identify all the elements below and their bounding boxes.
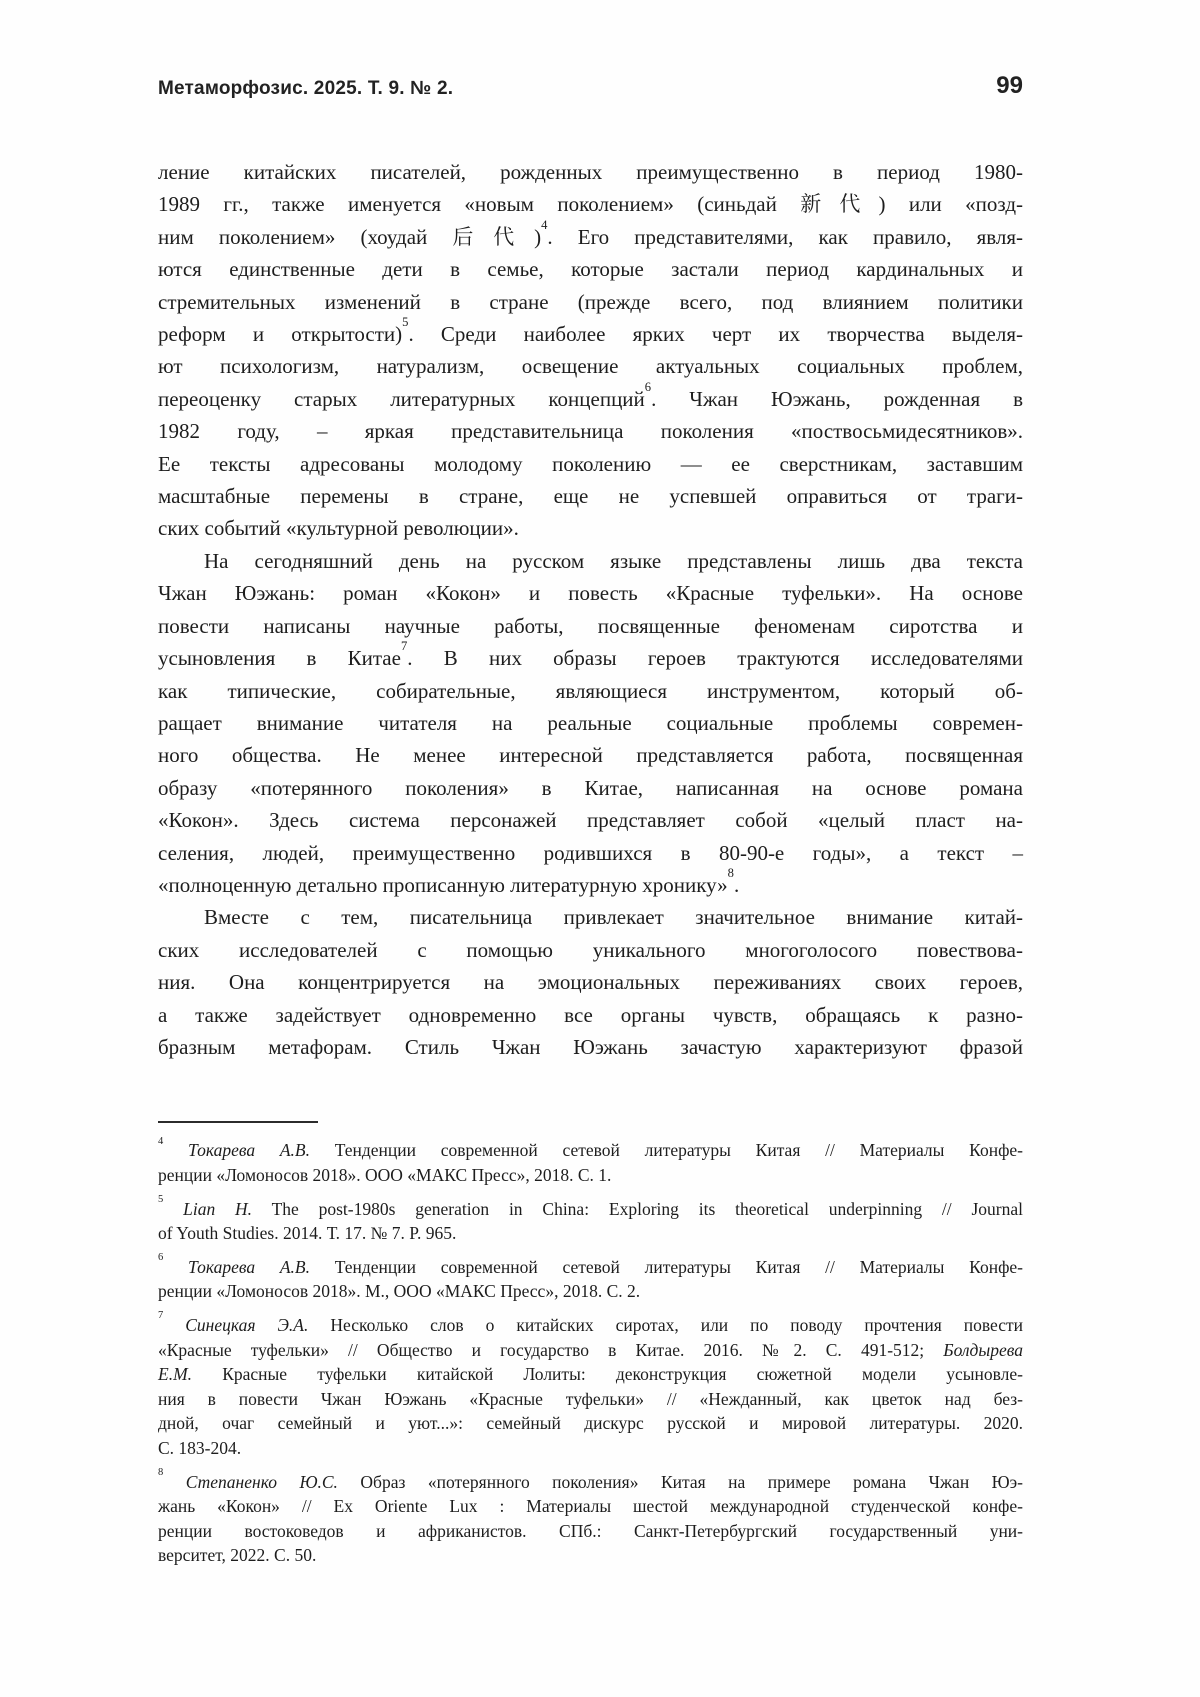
text-line: Чжан Юэжань: роман «Кокон» и повесть «Красные туфельки». На основе (158, 581, 1023, 606)
paragraph (158, 901, 1023, 1063)
footnote-line: ренции востоковедов и африканистов. СПб.: Санкт-Петербургский государственный уни- (158, 1520, 1023, 1541)
text-line: а также задействует одновременно все органы чувств, обращаясь к разно- (158, 1002, 1023, 1027)
text-line: Ее тексты адресованы молодому поколению — ее сверстникам, заставшим (158, 451, 1023, 476)
text-line: переоценку старых литературных концепций$^6$. Чжан Юэжань, рожденная в (158, 379, 1023, 411)
text-line: усыновления в Китае$^7$. В них образы героев трактуются исследователями (158, 639, 1023, 671)
page-number: 99 (996, 72, 1023, 99)
text-line: масштабные перемены в стране, еще не успевшей оправиться от траги- (158, 484, 1023, 509)
footnote-divider (158, 1121, 318, 1123)
text-line: образу «потерянного поколения» в Китае, написанная на основе романа (158, 775, 1023, 800)
paragraph (158, 156, 1023, 545)
text-line: 1989 гг., также именуется «новым поколением» (синьдай 新代) или «позд- (158, 192, 1023, 217)
text-line: стремительных изменений в стране (прежде всего, под влиянием политики (158, 289, 1023, 314)
text-line: ют психологизм, натурализм, освещение актуальных социальных проблем, (158, 354, 1023, 379)
paragraph (158, 545, 1023, 901)
text-line: как типические, собирательные, являющиеся инструментом, который об- (158, 678, 1023, 703)
text-line: ских исследователей с помощью уникального многоголосого повествова- (158, 937, 1023, 962)
text-line: ются единственные дети в семье, которые застали период кардинальных и (158, 257, 1023, 282)
text-line: реформ и открытости)$^5$. Среди наиболее ярких черт их творчества выделя- (158, 315, 1024, 347)
footnote (158, 1252, 1024, 1304)
journal-title: Метаморфозис. 2025. Т. 9. № 2. (158, 78, 454, 99)
text-line: «Кокон». Здесь система персонажей представляет собой «целый пласт на- (158, 808, 1023, 833)
text-line: ление китайских писателей, рожденных преимущественно в период 1980- (158, 160, 1023, 184)
footnote-line: of Youth Studies. 2014. Т. 17. № 7. P. 965. (158, 1223, 457, 1244)
page-header (158, 72, 1023, 100)
text-line: «полноценную детально прописанную литературную хронику»$^8$. (158, 866, 740, 897)
footnotes (158, 1135, 1024, 1568)
footnote-line: ренции «Ломоносов 2018». ООО «МАКС Пресс», 2018. С. 1. (158, 1164, 612, 1185)
text-line: селения, людей, преимущественно родившихся в 80-90-е годы», а текст – (158, 840, 1023, 865)
text-line: бразным метафорам. Стиль Чжан Юэжань зачастую характеризуют фразой (158, 1034, 1023, 1059)
text-line: повести написаны научные работы, посвященные феноменам сиротства и (158, 613, 1023, 638)
footnote-line: жань «Кокон» // Ex Oriente Lux : Материалы шестой международной студенческой конфе- (158, 1496, 1023, 1517)
footnote-line: дной, очаг семейный и уют...»: семейный дискурс русской и мировой литературы. 2020. (158, 1413, 1023, 1434)
footnote-line: $^5$ Lian H. The post-1980s generation in China: Exploring its theoretical underpinning // Journal (158, 1193, 1024, 1219)
text-line: На сегодняшний день на русском языке представлены лишь два текста (204, 548, 1023, 573)
text-line: ним поколением» (хоудай 后代)$^4$. Его представителями, как правило, явля- (158, 217, 1024, 249)
footnote-line: $^7$ Синецкая Э.А. Несколько слов о китайских сиротах, или по поводу прочтения повести (158, 1310, 1024, 1335)
footnote (158, 1135, 1024, 1187)
text-line: Вместе с тем, писательница привлекает значительное внимание китай- (204, 905, 1023, 930)
footnote-line: С. 183-204. (158, 1437, 242, 1458)
footnote-line: $^4$ Токарева А.В. Тенденции современной сетевой литературы Китая // Материалы Конфе- (158, 1135, 1024, 1161)
footnote-line: «Красные туфельки» // Общество и государство в Китае. 2016. №2. С. 491-512; Болдырева (158, 1339, 1023, 1360)
footnote-line: $^6$ Токарева А.В. Тенденции современной сетевой литературы Китая // Материалы Конфе- (158, 1252, 1024, 1277)
footnote (158, 1310, 1024, 1461)
footnote (158, 1466, 1023, 1568)
text-line: 1982 году, – яркая представительница поколения «поствосьмидесятников». (158, 419, 1023, 444)
footnote-line: $^8$ Степаненко Ю.С. Образ «потерянного поколения» Китая на примере романа Чжан Юэ- (158, 1466, 1023, 1492)
text-line: ного общества. Не менее интересной представляется работа, посвященная (158, 743, 1023, 768)
footnote-line: ния в повести Чжан Юэжань «Красные туфельки» // «Нежданный, как цветок над без- (158, 1388, 1023, 1409)
text-line: ния. Она концентрируется на эмоциональных переживаниях своих героев, (158, 970, 1023, 995)
footnote-line: ренции «Ломоносов 2018». М., ООО «МАКС Пресс», 2018. С. 2. (158, 1281, 641, 1302)
body-text (158, 156, 1023, 1063)
text-line: ских событий «культурной революции». (158, 516, 519, 541)
text-line: ращает внимание читателя на реальные социальные проблемы современ- (158, 710, 1023, 735)
footnote-line: верситет, 2022. С. 50. (158, 1545, 317, 1566)
footnote (158, 1193, 1024, 1246)
page-content (158, 0, 1023, 1577)
footnote-line: Е.М. Красные туфельки китайской Лолиты: деконструкция сюжетной модели усыновле- (158, 1364, 1023, 1385)
